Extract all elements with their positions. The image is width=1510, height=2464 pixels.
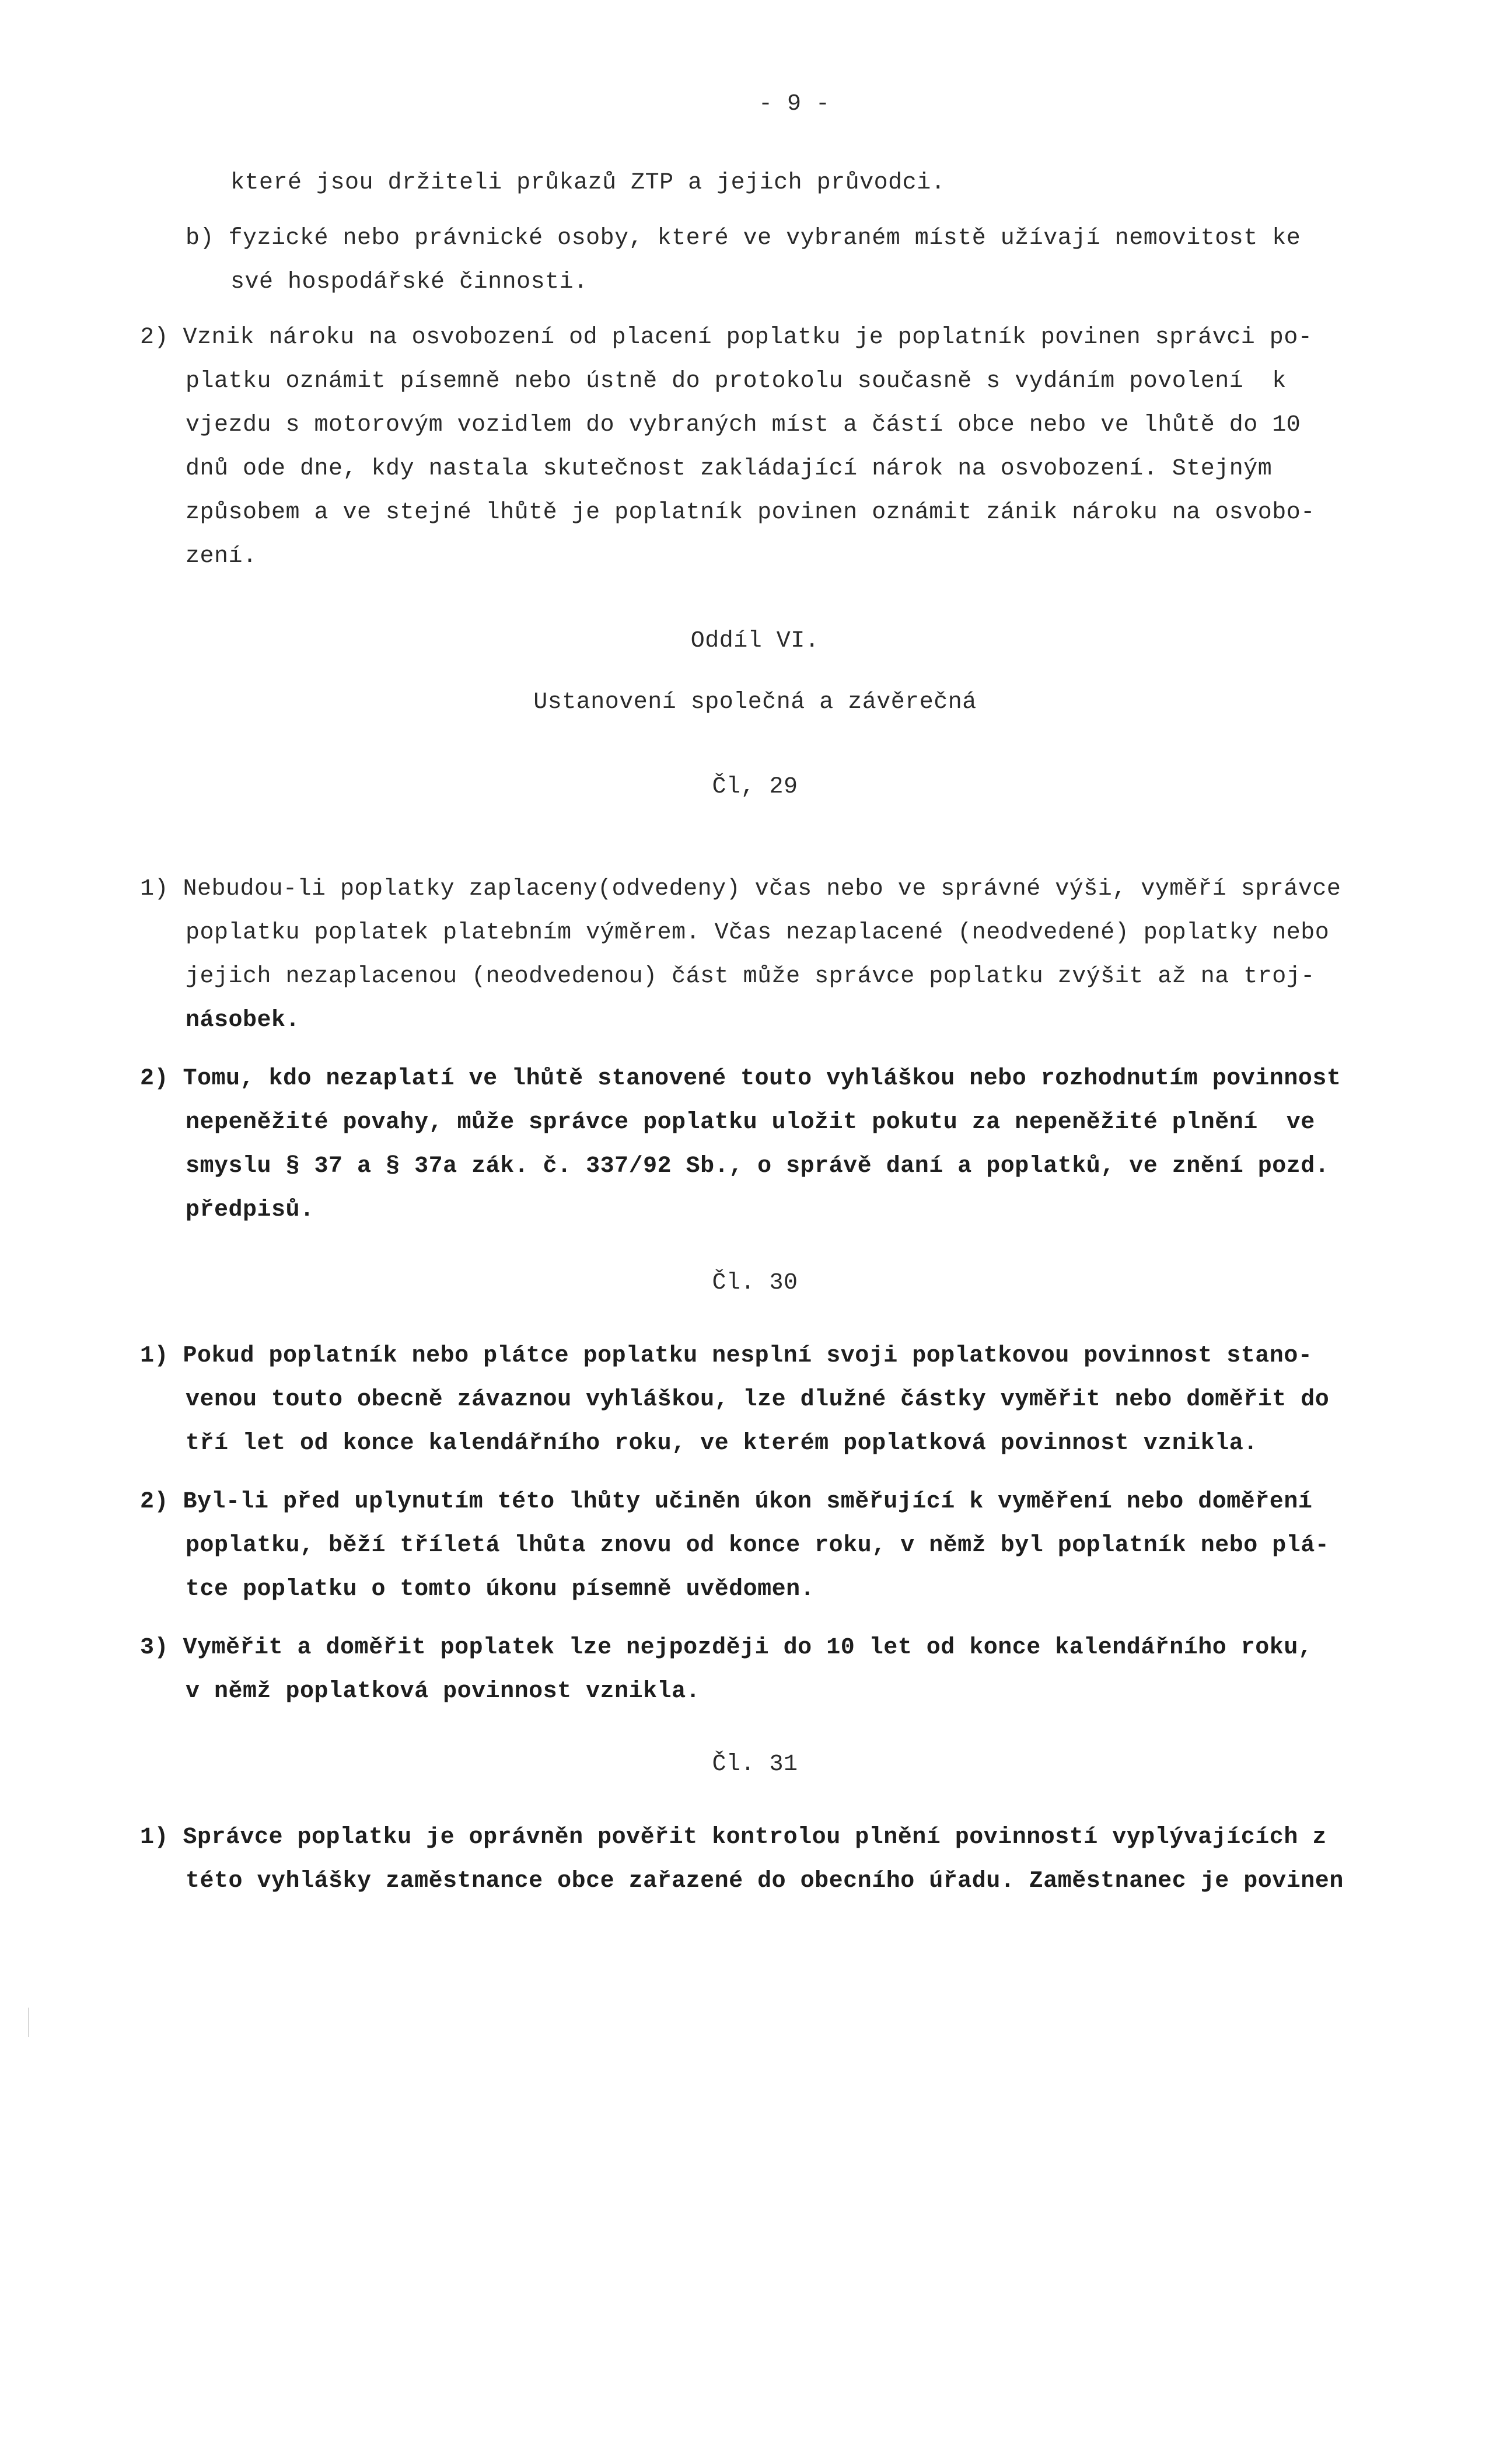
text-line: 3) Vyměřit a doměřit poplatek lze nejpozději do 10 let od konce kalendářního roku, <box>140 1635 1313 1661</box>
section-title: Oddíl VI. <box>690 628 820 654</box>
article-30-heading: Čl. 30 <box>712 1270 798 1296</box>
text-line: dnů ode dne, kdy nastala skutečnost zakládající nárok na osvobození. Stejným <box>186 456 1273 482</box>
scan-edge-mark <box>28 2008 29 2037</box>
text-line: 1) Správce poplatku je oprávněn pověřit kontrolou plnění povinností vyplývajících z <box>140 1824 1327 1851</box>
text-line: předpisů. <box>186 1197 314 1223</box>
article-29-heading: Čl, 29 <box>712 774 798 800</box>
text-line: násobek. <box>186 1007 300 1034</box>
article-31-heading: Čl. 31 <box>712 1751 798 1778</box>
text-line: poplatku poplatek platebním výměrem. Včas nezaplacené (neodvedené) poplatky nebo <box>186 920 1330 946</box>
text-line: venou touto obecně závaznou vyhláškou, lze dlužné částky vyměřit nebo doměřit do <box>186 1387 1330 1413</box>
text-line: jejich nezaplacenou (neodvedenou) část může správce poplatku zvýšit až na troj- <box>186 964 1315 990</box>
text-line: které jsou držiteli průkazů ZTP a jejich průvodci. <box>230 170 946 196</box>
text-line: platku oznámit písemně nebo ústně do protokolu současně s vydáním povolení k <box>186 368 1287 395</box>
text-line: zení. <box>186 543 257 570</box>
text-line: 2) Byl-li před uplynutím této lhůty učiněn úkon směřující k vyměření nebo doměření <box>140 1489 1313 1515</box>
text-line: této vyhlášky zaměstnance obce zařazené do obecního úřadu. Zaměstnanec je povinen <box>186 1868 1344 1894</box>
text-line: 2) Tomu, kdo nezaplatí ve lhůtě stanovené touto vyhláškou nebo rozhodnutím povinnost <box>140 1066 1341 1092</box>
text-line: v němž poplatková povinnost vznikla. <box>186 1678 701 1705</box>
text-line: b) fyzické nebo právnické osoby, které ve vybraném místě užívají nemovitost ke <box>186 225 1301 252</box>
text-line: tří let od konce kalendářního roku, ve kterém poplatková povinnost vznikla. <box>186 1430 1258 1457</box>
text-line: vjezdu s motorovým vozidlem do vybraných míst a částí obce nebo ve lhůtě do 10 <box>186 412 1301 438</box>
text-line: tce poplatku o tomto úkonu písemně uvědomen. <box>186 1576 815 1603</box>
text-line: 2) Vznik nároku na osvobození od placení poplatku je poplatník povinen správci po- <box>140 324 1313 351</box>
page-number: - 9 - <box>759 91 830 117</box>
text-line: 1) Pokud poplatník nebo plátce poplatku nesplní svoji poplatkovou povinnost stano- <box>140 1343 1313 1369</box>
text-line: poplatku, běží tříletá lhůta znovu od konce roku, v němž byl poplatník nebo plá- <box>186 1533 1330 1559</box>
section-subtitle: Ustanovení společná a závěrečná <box>533 689 977 716</box>
text-line: 1) Nebudou-li poplatky zaplaceny(odvedeny) včas nebo ve správné výši, vyměří správce <box>140 876 1341 902</box>
text-line: své hospodářské činnosti. <box>230 269 588 295</box>
text-line: způsobem a ve stejné lhůtě je poplatník povinen oznámit zánik nároku na osvobo- <box>186 500 1315 526</box>
text-line: smyslu § 37 a § 37a zák. č. 337/92 Sb., o správě daní a poplatků, ve znění pozd. <box>186 1153 1330 1179</box>
text-line: nepeněžité povahy, může správce poplatku uložit pokutu za nepeněžité plnění ve <box>186 1109 1315 1136</box>
